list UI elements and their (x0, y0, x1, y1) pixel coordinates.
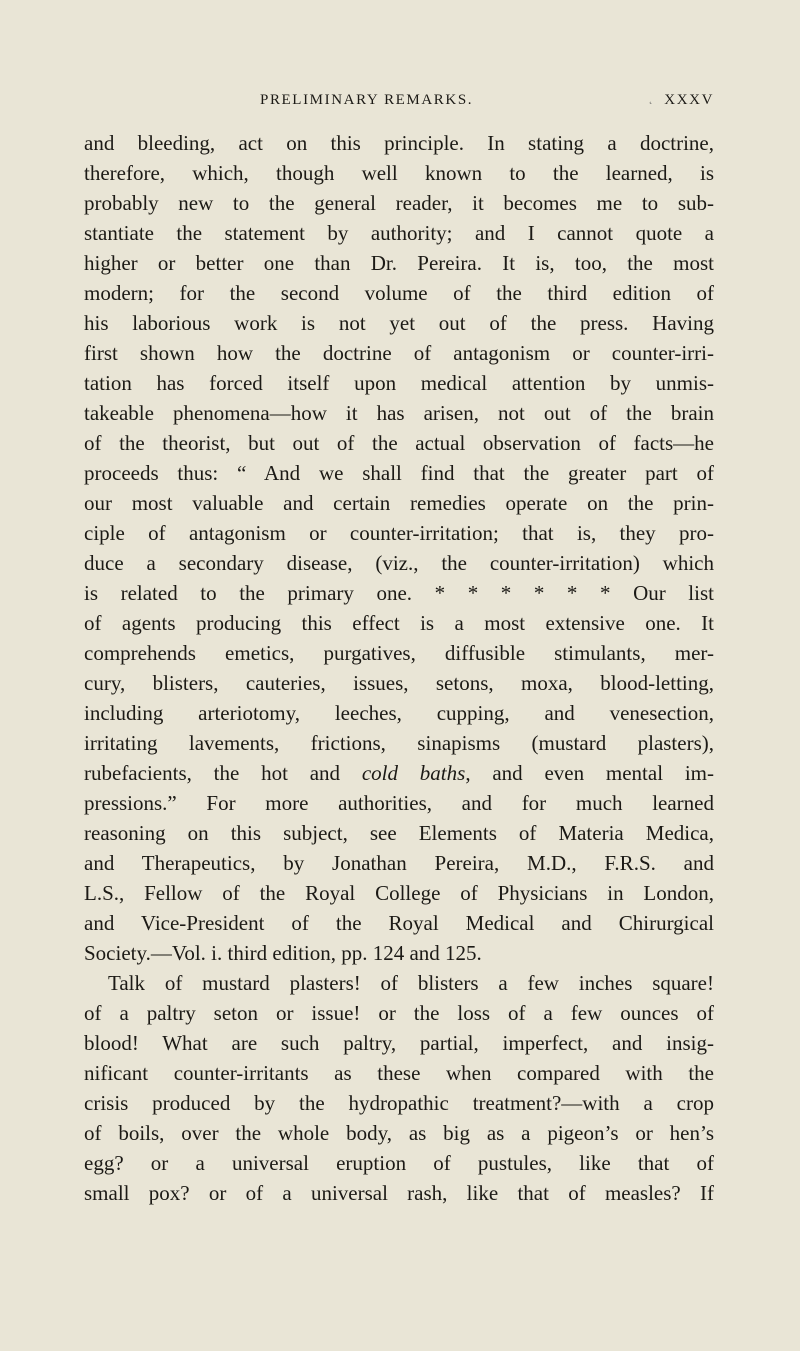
text-line: L.S., Fellow of the Royal College of Physicians in London, (84, 881, 714, 905)
text-line: and Vice-President of the Royal Medical and Chirurgical (84, 911, 714, 935)
text-line: his laborious work is not yet out of the press. Having (84, 311, 714, 335)
text-line: higher or better one than Dr. Pereira. It is, too, the most (84, 251, 714, 275)
text-line: proceeds thus: “ And we shall find that the greater part of (84, 461, 714, 485)
text-line: irritating lavements, frictions, sinapisms (mustard plasters), (84, 731, 714, 755)
body-text (84, 128, 714, 1208)
text-line: cury, blisters, cauteries, issues, setons, moxa, blood-letting, (84, 671, 714, 695)
text-line: duce a secondary disease, (viz., the counter-irritation) which (84, 551, 714, 575)
text-line: probably new to the general reader, it becomes me to sub- (84, 191, 714, 215)
running-title: PRELIMINARY REMARKS. (260, 92, 474, 108)
text-line: our most valuable and certain remedies operate on the prin- (84, 491, 714, 515)
text-line: and Therapeutics, by Jonathan Pereira, M.D., F.R.S. and (84, 851, 714, 875)
text-line: takeable phenomena—how it has arisen, not out of the brain (84, 401, 714, 425)
text-line: of the theorist, but out of the actual observation of facts—he (84, 431, 714, 455)
text-line: ciple of antagonism or counter-irritation; that is, they pro- (84, 521, 714, 545)
text-line: of boils, over the whole body, as big as a pigeon’s or hen’s (84, 1121, 714, 1145)
running-header (84, 88, 714, 114)
paragraph-start-line: Talk of mustard plasters! of blisters a few inches square! (108, 971, 714, 995)
text-line: small pox? or of a universal rash, like that of measles? If (84, 1181, 714, 1205)
text-line: therefore, which, though well known to the learned, is (84, 161, 714, 185)
text-line: pressions.” For more authorities, and for much learned (84, 791, 714, 815)
text-line: first shown how the doctrine of antagonism or counter-irri- (84, 341, 714, 365)
text-line: rubefacients, the hot and cold baths, and even mental im- (84, 761, 714, 785)
text-line: stantiate the statement by authority; and I cannot quote a (84, 221, 714, 245)
text-line: reasoning on this subject, see Elements of Materia Medica, (84, 821, 714, 845)
text-line: nificant counter-irritants as these when compared with the (84, 1061, 714, 1085)
text-line: Society.—Vol. i. third edition, pp. 124 and 125. (84, 941, 482, 965)
text-line: including arteriotomy, leeches, cupping, and venesection, (84, 701, 714, 725)
text-line: tation has forced itself upon medical attention by unmis- (84, 371, 714, 395)
text-line: blood! What are such paltry, partial, imperfect, and insig- (84, 1031, 714, 1055)
text-line: and bleeding, act on this principle. In stating a doctrine, (84, 131, 714, 155)
printer-mark: ˛ (649, 94, 654, 105)
text-line: modern; for the second volume of the third edition of (84, 281, 714, 305)
text-line: of agents producing this effect is a most extensive one. It (84, 611, 714, 635)
text-line: of a paltry seton or issue! or the loss of a few ounces of (84, 1001, 714, 1025)
text-line: comprehends emetics, purgatives, diffusible stimulants, mer- (84, 641, 714, 665)
page-number: XXXV (664, 92, 714, 108)
text-line: crisis produced by the hydropathic treatment?—with a crop (84, 1091, 714, 1115)
text-line: egg? or a universal eruption of pustules, like that of (84, 1151, 714, 1175)
text-line: is related to the primary one. * * * * * * Our list (84, 581, 714, 605)
